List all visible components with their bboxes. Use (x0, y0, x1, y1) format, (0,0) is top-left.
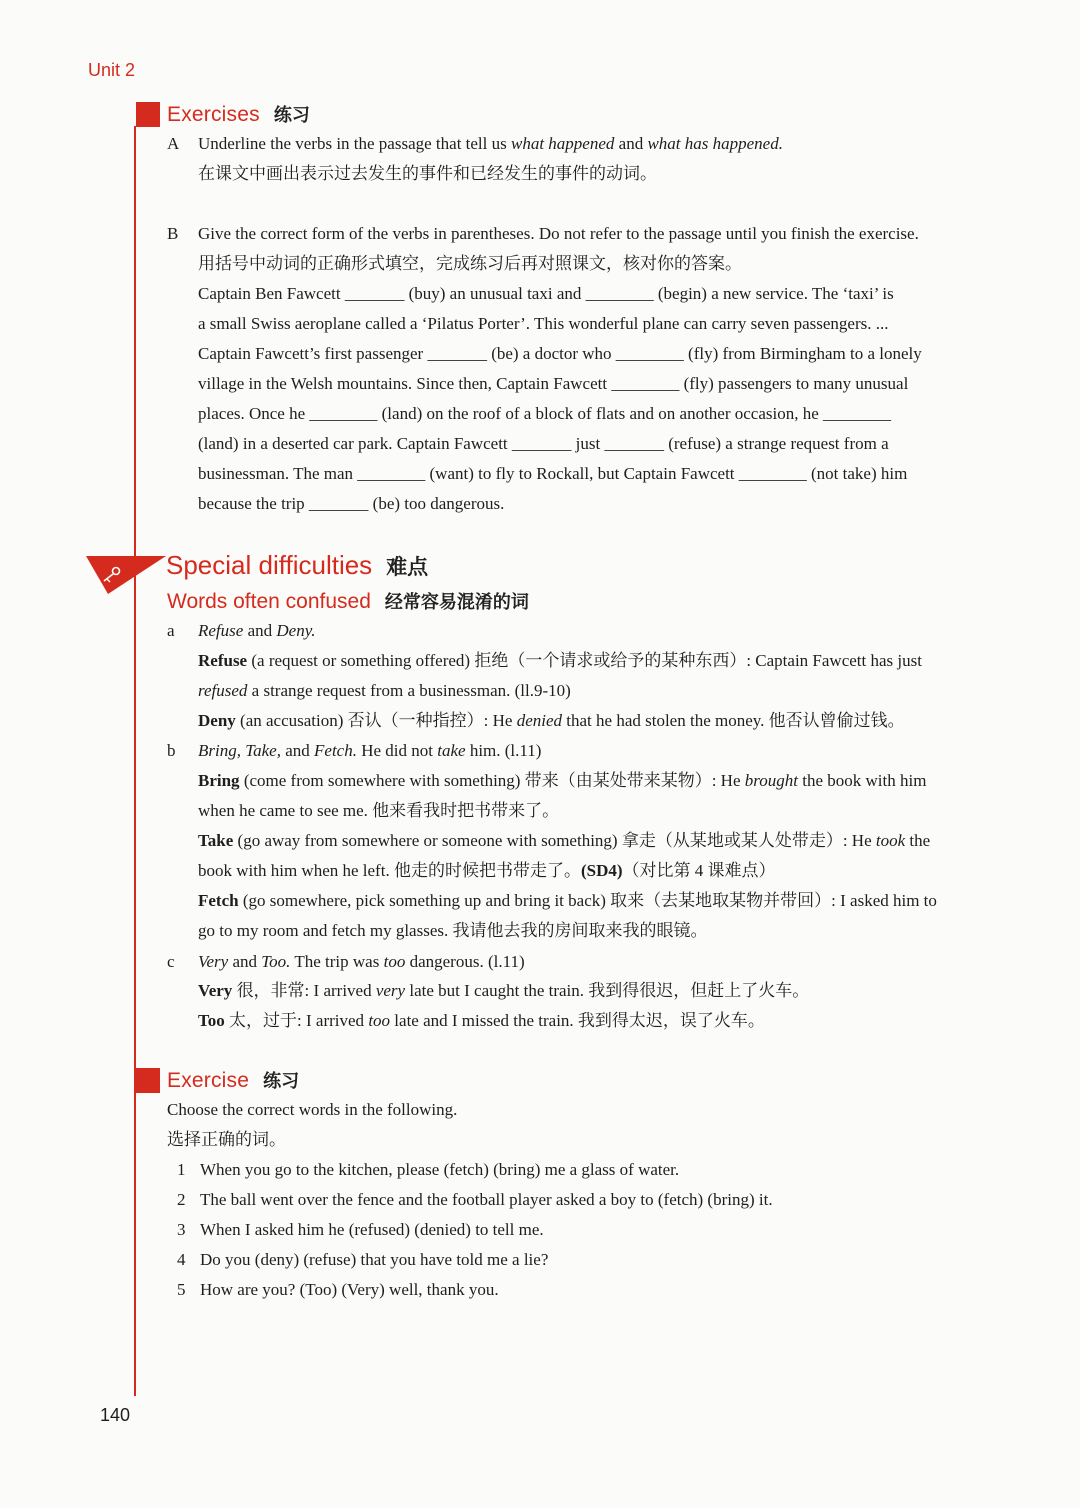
deny-definition (198, 710, 905, 732)
too-rest: late and I missed the train. 我到得太迟，误了火车。 (390, 1011, 765, 1030)
very-definition (198, 980, 809, 1002)
special-title: Special difficulties (166, 550, 373, 580)
unit-label: Unit 2 (88, 60, 136, 80)
deny-rest: that he had stolen the money. 他否认曾偷过钱。 (562, 711, 905, 730)
exercise-b-line: Captain Ben Fawcett _______ (buy) an unusual taxi and ________ (begin) a new service. The ‘taxi’ is (198, 284, 894, 303)
fetch-example: go to my room and fetch my glasses. 我请他去我的房间取来我的眼镜。 (198, 921, 708, 940)
exercises-title-cn: 练习 (273, 105, 310, 125)
exercises-title: Exercises (167, 103, 260, 126)
very-em: very (375, 981, 406, 1000)
exercise-b-line: a small Swiss aeroplane called a ‘Pilatus Porter’. This wonderful plane can carry seven passengers. ... (198, 314, 889, 333)
exercise-b-letter: B (167, 224, 179, 243)
item-b-heading (198, 740, 541, 762)
refuse-rest: a strange request from a businessman. (ll.9-10) (247, 681, 571, 700)
section-marker (136, 102, 160, 127)
a-em2: what has happened. (647, 134, 783, 153)
exercise-item: Do you (deny) (refuse) that you have told me a lie? (200, 1250, 549, 1269)
exercise-item: When you go to the kitchen, please (fetch) (bring) me a glass of water. (200, 1160, 680, 1179)
too-em: too (368, 1011, 391, 1030)
too-definition (198, 1010, 765, 1032)
exercise-item-number: 4 (177, 1250, 186, 1269)
exercise-item-number: 1 (177, 1160, 186, 1179)
take-word: Take (198, 831, 234, 850)
bring-def: (come from somewhere with something) 带来（由某处带来某物）: He (239, 771, 745, 790)
too-word: Too (198, 1011, 225, 1030)
c-head-and: and (228, 952, 262, 971)
take-definition (198, 830, 930, 852)
deny-word: Deny (198, 711, 236, 730)
exercise-b-line: places. Once he ________ (land) on the roof of a block of flats and on another occasion, he ________ (198, 404, 892, 423)
exercise-a-instruction (198, 133, 783, 155)
bring-definition (198, 770, 926, 792)
a-head-and: and (243, 621, 277, 640)
exercise-b-instruction-cn: 用括号中动词的正确形式填空，完成练习后再对照课文，核对你的答案。 (198, 254, 742, 273)
exercise-b-line: businessman. The man ________ (want) to fly to Rockall, but Captain Fawcett ________ (not take) him (198, 464, 908, 483)
a-head-w1: Refuse (198, 621, 244, 640)
bring-word: Bring (198, 771, 240, 790)
special-subtitle-cn: 经常容易混淆的词 (384, 592, 529, 612)
refuse-example (198, 680, 571, 702)
exercise-b-line: Captain Fawcett’s first passenger _______ (be) a doctor who ________ (fly) from Birmingham to a lonely (198, 344, 922, 363)
refuse-word: Refuse (198, 651, 248, 670)
exercise-b-instruction: Give the correct form of the verbs in parentheses. Do not refer to the passage until you finish the exercise. (198, 224, 919, 243)
take-example (198, 860, 776, 882)
exercise-b-line: (land) in a deserted car park. Captain Fawcett _______ just _______ (refuse) a strange request from a (198, 434, 889, 453)
take-def: (go away from somewhere or someone with something) 拿走（从某地或某人处带走）: He (233, 831, 876, 850)
fetch-definition (198, 890, 937, 912)
exercise-b-line: because the trip _______ (be) too dangerous. (198, 494, 505, 513)
a-text1: Underline the verbs in the passage that tell us (198, 134, 511, 153)
exercise-item: The ball went over the fence and the football player asked a boy to (fetch) (bring) it. (200, 1190, 773, 1209)
margin-rule (134, 126, 136, 1396)
item-a-letter: a (167, 621, 175, 640)
exercise-title: Exercise (167, 1069, 250, 1092)
c-head-w2: Too. (261, 952, 291, 971)
refuse-def: (a request or something offered) 拒绝（一个请求或给予的某种东西）: Captain Fawcett has just (247, 651, 922, 670)
exercise-item-number: 5 (177, 1280, 186, 1299)
b-head-and: and (280, 741, 315, 760)
item-c-heading (198, 951, 525, 973)
very-def: 很，非常: I arrived (232, 981, 376, 1000)
take-sd: (SD4) (580, 861, 623, 880)
c-head-rest: The trip was (290, 952, 384, 971)
fetch-word: Fetch (198, 891, 239, 910)
a-head-w2: Deny. (276, 621, 316, 640)
c-head-w1: Very (198, 952, 229, 971)
special-subtitle: Words often confused (167, 590, 371, 613)
special-subheading (167, 588, 529, 614)
exercise-item-number: 2 (177, 1190, 186, 1209)
take-em: took (875, 831, 906, 850)
exercise-a-letter: A (167, 134, 180, 153)
bring-em: brought (744, 771, 798, 790)
b-head-end: him. (l.11) (465, 741, 542, 760)
b-head-w: Bring, Take, (198, 741, 281, 760)
item-b-letter: b (167, 741, 176, 760)
item-a-heading (198, 620, 316, 642)
exercise-item-number: 3 (177, 1220, 186, 1239)
exercise-item: When I asked him he (refused) (denied) to tell me. (200, 1220, 544, 1239)
take-line2b: （对比第 4 课难点） (622, 861, 776, 880)
take-rest: the (905, 831, 931, 850)
refuse-em: refused (198, 681, 248, 700)
fetch-def: (go somewhere, pick something up and bring it back) 取来（去某地取某物并带回）: I asked him to (238, 891, 937, 910)
exercise-instruction-cn: 选择正确的词。 (167, 1130, 286, 1149)
b-head-w2: Fetch. (314, 741, 357, 760)
deny-def: (an accusation) 否认（一种指控）: He (235, 711, 517, 730)
very-word: Very (198, 981, 233, 1000)
special-heading (166, 550, 428, 581)
key-banner-icon (86, 556, 166, 596)
exercises-heading (167, 101, 310, 127)
b-head-rest: He did not (356, 741, 438, 760)
deny-em: denied (516, 711, 563, 730)
very-rest: late but I caught the train. 我到得很迟，但赶上了火车。 (405, 981, 810, 1000)
c-head-em: too (383, 952, 406, 971)
exercise-a-instruction-cn: 在课文中画出表示过去发生的事件和已经发生的事件的动词。 (198, 164, 657, 183)
c-head-end: dangerous. (l.11) (405, 952, 525, 971)
bring-example: when he came to see me. 他来看我时把书带来了。 (198, 801, 560, 820)
exercise-title-cn: 练习 (263, 1071, 300, 1091)
exercise-item: How are you? (Too) (Very) well, thank you. (200, 1280, 499, 1299)
special-title-cn: 难点 (386, 556, 429, 579)
refuse-definition (198, 650, 922, 672)
section-marker (136, 1068, 160, 1093)
page-number: 140 (100, 1405, 131, 1425)
exercise-b-line: village in the Welsh mountains. Since then, Captain Fawcett ________ (fly) passengers to many unusual (198, 374, 909, 393)
too-def: 太，过于: I arrived (224, 1011, 369, 1030)
exercise-instruction: Choose the correct words in the following. (167, 1100, 458, 1119)
b-head-em: take (437, 741, 466, 760)
a-em1: what happened (511, 134, 615, 153)
exercise-heading (167, 1067, 299, 1093)
a-mid: and (614, 134, 648, 153)
bring-rest: the book with him (797, 771, 927, 790)
take-line2a: book with him when he left. 他走的时候把书带走了。 (198, 861, 581, 880)
item-c-letter: c (167, 952, 175, 971)
